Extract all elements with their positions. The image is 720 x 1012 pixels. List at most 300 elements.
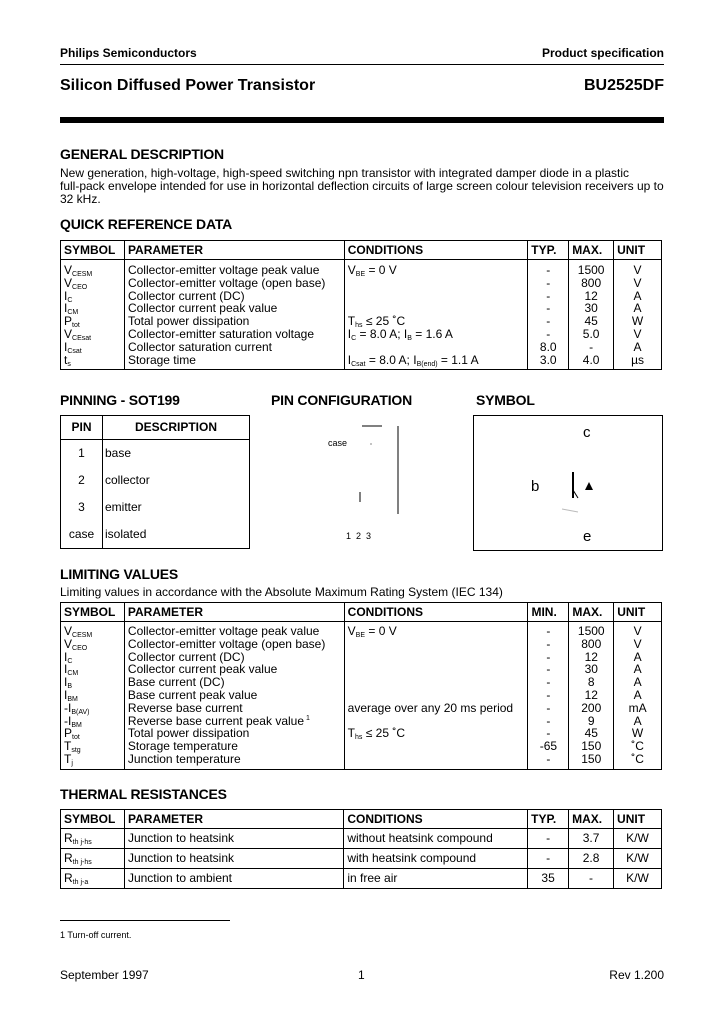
- min-value: -: [546, 649, 551, 664]
- unit-column: [614, 622, 662, 770]
- max-value: 800: [581, 636, 602, 651]
- quick-reference-table: [60, 240, 662, 370]
- min-value: -: [546, 751, 551, 766]
- symbol-text: R: [64, 831, 73, 846]
- symbol-heading: SYMBOL: [476, 392, 535, 408]
- parameter-text: Collector current (DC): [127, 288, 245, 303]
- condition-subscript: hs: [355, 734, 363, 742]
- col-header-min: MIN.: [528, 603, 569, 622]
- col-header-max: MAX.: [569, 810, 614, 829]
- parameter-column: [124, 849, 343, 869]
- parameter-text: Storage temperature: [127, 739, 238, 754]
- pin-numbers-label: 1 2 3: [346, 531, 372, 541]
- symbol-text: P: [64, 726, 73, 741]
- unit-value: W: [631, 726, 644, 741]
- unit-value: A: [633, 339, 642, 354]
- unit-value: A: [633, 288, 642, 303]
- min-value: -: [546, 726, 551, 741]
- max-column: [569, 829, 614, 849]
- symbol-cell: [64, 354, 121, 367]
- col-header-symbol: SYMBOL: [61, 810, 125, 829]
- condition-subscript: hs: [355, 322, 363, 330]
- parameter-text: Total power dissipation: [127, 726, 250, 741]
- parameter-cell: [128, 753, 341, 766]
- pin-number: 3: [61, 494, 103, 521]
- max-value: 30: [584, 662, 598, 677]
- unit-value: V: [633, 636, 642, 651]
- pin-number: case: [61, 521, 103, 549]
- general-description-text: [60, 167, 664, 206]
- quick-reference-heading: QUICK REFERENCE DATA: [60, 216, 233, 232]
- table-row: [61, 849, 662, 869]
- symbol-subscript: Csat: [67, 347, 82, 355]
- conditions-cell: [348, 354, 525, 367]
- conditions-cell: [348, 702, 525, 715]
- conditions-cell: [348, 663, 525, 676]
- pin-configuration-drawing: [270, 414, 462, 550]
- symbol-cell: [64, 302, 121, 315]
- conditions-cell: [348, 727, 525, 740]
- symbol-cell: [64, 753, 121, 766]
- max-value: 30: [584, 301, 598, 316]
- max-value: 8: [587, 675, 595, 690]
- min-value: -: [546, 687, 551, 702]
- symbol-cell: [64, 315, 121, 328]
- company-name: Philips Semiconductors: [60, 46, 197, 60]
- unit-value: A: [633, 675, 642, 690]
- symbol-text: I: [64, 288, 68, 303]
- symbol-subscript: th j-hs: [72, 859, 92, 867]
- condition-text: I: [347, 352, 352, 367]
- max-value: 45: [584, 314, 598, 329]
- transistor-symbol-box: [473, 415, 663, 551]
- unit-column: [614, 260, 662, 370]
- symbol-cell: [64, 727, 121, 740]
- document-type: Product specification: [541, 46, 664, 60]
- limiting-values-subtitle: Limiting values in accordance with the Absolute Maximum Rating System (IEC 134): [60, 585, 503, 599]
- part-number: BU2525DF: [583, 77, 664, 94]
- conditions-column: [344, 849, 528, 869]
- symbol-subscript: B: [67, 683, 73, 691]
- unit-column: [614, 869, 662, 889]
- general-description-heading: GENERAL DESCRIPTION: [60, 146, 224, 162]
- condition-text: ≤ 25 ˚C: [362, 726, 406, 741]
- max-value: 200: [581, 700, 602, 715]
- symbol-subscript: CM: [67, 309, 79, 317]
- package-outline-graphic: [270, 414, 462, 550]
- parameter-text: Collector-emitter voltage (open base): [127, 636, 326, 651]
- typ-value: -: [546, 831, 551, 846]
- max-value: 45: [584, 726, 598, 741]
- symbol-text: I: [64, 301, 68, 316]
- unit-value: V: [633, 275, 642, 290]
- symbol-subscript: CM: [67, 670, 79, 678]
- condition-subscript: Csat: [351, 360, 366, 368]
- pin-description: collector: [103, 467, 250, 494]
- max-value: 4.0: [582, 352, 600, 367]
- condition-text: in free air: [347, 871, 398, 886]
- pin-number: 2: [61, 467, 103, 494]
- pin-description: base: [103, 440, 250, 468]
- parameter-text: Collector-emitter voltage peak value: [127, 263, 320, 277]
- pinning-heading: PINNING - SOT199: [60, 392, 180, 408]
- symbol-cell: [64, 740, 121, 753]
- parameter-cell: [128, 872, 340, 885]
- typ-value: 35: [541, 871, 555, 886]
- thermal-resistances-table: [60, 809, 662, 889]
- parameter-text: Collector saturation current: [127, 339, 273, 354]
- symbol-subscript: s: [67, 360, 71, 368]
- conditions-column: [344, 829, 528, 849]
- parameter-text: Reverse base current: [127, 700, 243, 715]
- min-value: -65: [539, 739, 558, 754]
- symbol-cell: [64, 676, 121, 689]
- conditions-cell: [347, 872, 524, 885]
- symbol-text: -I: [64, 713, 72, 728]
- symbol-text: V: [64, 624, 73, 638]
- table-row: [61, 467, 250, 494]
- parameter-text: Total power dissipation: [127, 314, 250, 329]
- parameter-text: Base current (DC): [127, 675, 225, 690]
- max-column: [569, 622, 614, 770]
- footer-page-number: 1: [358, 968, 365, 982]
- symbol-text: R: [64, 871, 73, 886]
- symbol-column: [61, 260, 125, 370]
- col-header-typ: TYP.: [528, 241, 569, 260]
- symbol-column: [61, 849, 125, 869]
- col-header-typ: TYP.: [528, 810, 569, 829]
- symbol-subscript: CESM: [72, 271, 93, 278]
- col-header-parameter: PARAMETER: [124, 603, 344, 622]
- condition-text: = 8.0 A; I: [356, 326, 408, 341]
- conditions-cell: [348, 290, 525, 303]
- symbol-subscript: th j-hs: [72, 839, 92, 847]
- symbol-cell: [64, 663, 121, 676]
- conditions-cell: [348, 753, 525, 766]
- general-description-line: New generation, high-voltage, high-speed switching npn transistor with integrated damper diode in a plastic: [60, 166, 629, 180]
- unit-value: A: [633, 649, 642, 664]
- unit-value: A: [633, 301, 642, 316]
- case-label: case: [328, 438, 348, 448]
- symbol-cell: [64, 264, 121, 277]
- max-value: 800: [581, 275, 602, 290]
- condition-text: = 8.0 A; I: [365, 352, 417, 367]
- symbol-text: I: [64, 675, 68, 690]
- parameter-text: Junction to heatsink: [127, 851, 235, 866]
- symbol-subscript: j: [71, 759, 73, 767]
- parameter-text: Collector-emitter voltage peak value: [127, 624, 320, 638]
- condition-text: with heatsink compound: [347, 851, 477, 866]
- parameter-text: Junction temperature: [127, 751, 241, 766]
- min-column: [528, 622, 569, 770]
- symbol-subscript: CESM: [72, 632, 93, 639]
- conditions-cell: [348, 638, 525, 651]
- symbol-cell: [64, 277, 121, 290]
- condition-text: I: [347, 326, 352, 341]
- col-header-symbol: SYMBOL: [61, 241, 125, 260]
- min-value: -: [546, 713, 551, 728]
- symbol-text: P: [64, 314, 73, 329]
- general-description-line: 32 kHz.: [60, 192, 101, 206]
- col-header-conditions: CONDITIONS: [344, 241, 528, 260]
- col-header-conditions: CONDITIONS: [344, 603, 528, 622]
- col-header-unit: UNIT: [614, 241, 662, 260]
- condition-text: without heatsink compound: [347, 831, 493, 846]
- table-row: [61, 521, 250, 549]
- footer-revision: Rev 1.200: [609, 968, 664, 982]
- symbol-cell: [64, 651, 121, 664]
- symbol-subscript: tot: [72, 734, 80, 742]
- condition-text: average over any 20 ms period: [347, 700, 514, 715]
- conditions-cell: [348, 328, 525, 341]
- table-row: [61, 869, 662, 889]
- symbol-subscript: CEO: [72, 644, 88, 652]
- max-value: 9: [587, 713, 595, 728]
- parameter-text: Collector current (DC): [127, 649, 245, 664]
- col-header-unit: UNIT: [614, 810, 662, 829]
- parameter-text: Junction to ambient: [127, 871, 233, 886]
- collector-label: c: [583, 424, 591, 441]
- condition-subscript: BE: [355, 632, 366, 639]
- col-header-symbol: SYMBOL: [61, 603, 125, 622]
- npn-transistor-icon: [474, 416, 662, 550]
- symbol-text: V: [64, 263, 73, 277]
- min-value: -: [546, 624, 551, 638]
- conditions-cell: [348, 676, 525, 689]
- conditions-column: [344, 260, 528, 370]
- symbol-cell: [64, 702, 121, 715]
- parameter-cell: [128, 852, 340, 865]
- col-header-pin: PIN: [61, 416, 103, 440]
- parameter-text: Collector current peak value: [127, 301, 278, 316]
- symbol-subscript: th j-a: [72, 879, 89, 887]
- pin-number: 1: [61, 440, 103, 468]
- parameter-column: [124, 260, 344, 370]
- col-header-parameter: PARAMETER: [124, 810, 343, 829]
- condition-text: = 0 V: [365, 263, 397, 277]
- parameter-text: Base current peak value: [127, 687, 258, 702]
- conditions-cell: [347, 852, 524, 865]
- condition-text: V: [347, 624, 356, 638]
- max-value: -: [589, 339, 594, 354]
- max-value: 12: [584, 687, 598, 702]
- condition-text: T: [347, 726, 355, 741]
- unit-value: V: [633, 326, 642, 341]
- unit-value: A: [633, 713, 642, 728]
- table-row: [61, 260, 662, 370]
- max-value: 12: [584, 288, 598, 303]
- header-rule: [60, 64, 664, 65]
- parameter-column: [124, 869, 343, 889]
- symbol-column: [61, 869, 125, 889]
- conditions-column: [344, 869, 528, 889]
- symbol-text: V: [64, 275, 73, 290]
- unit-column: [614, 829, 662, 849]
- typ-value: -: [546, 263, 551, 277]
- condition-subscript: B(end): [416, 360, 438, 368]
- parameter-cell: [128, 354, 341, 367]
- condition-subscript: B: [407, 334, 412, 342]
- parameter-column: [124, 622, 344, 770]
- unit-value: V: [633, 624, 642, 638]
- limiting-values-table: [60, 602, 662, 770]
- footnote-text: 1 Turn-off current.: [60, 930, 132, 940]
- unit-value: A: [633, 687, 642, 702]
- document-title: Silicon Diffused Power Transistor: [60, 77, 316, 94]
- pin-description: emitter: [103, 494, 250, 521]
- conditions-cell: [347, 832, 524, 845]
- typ-value: -: [546, 326, 551, 341]
- symbol-text: I: [64, 687, 68, 702]
- unit-value: µs: [631, 352, 644, 367]
- max-value: -: [589, 871, 594, 886]
- parameter-text: Collector-emitter saturation voltage: [127, 326, 315, 341]
- unit-value: ˚C: [631, 751, 644, 766]
- condition-text: T: [347, 314, 356, 329]
- symbol-text: T: [64, 739, 72, 754]
- footnote-rule: [60, 920, 230, 921]
- typ-value: -: [546, 851, 551, 866]
- conditions-cell: [348, 264, 525, 277]
- min-value: -: [546, 700, 551, 715]
- symbol-cell: [64, 872, 121, 885]
- col-header-description: DESCRIPTION: [103, 416, 250, 440]
- conditions-cell: [348, 740, 525, 753]
- conditions-cell: [348, 277, 525, 290]
- table-row: [61, 440, 250, 468]
- unit-value: K/W: [626, 851, 649, 866]
- col-header-unit: UNIT: [614, 603, 662, 622]
- symbol-cell: [64, 832, 121, 845]
- unit-value: ˚C: [631, 739, 644, 754]
- typ-value: -: [546, 275, 551, 290]
- symbol-subscript: BM: [71, 721, 82, 729]
- title-rule: [60, 117, 664, 123]
- typ-column: [528, 829, 569, 849]
- parameter-text: Storage time: [127, 352, 196, 367]
- base-label: b: [531, 478, 540, 495]
- symbol-text: I: [64, 339, 68, 354]
- unit-value: W: [631, 314, 644, 329]
- symbol-cell: [64, 715, 121, 728]
- typ-value: -: [546, 301, 551, 316]
- condition-text: V: [347, 263, 356, 277]
- pinning-table: [60, 415, 250, 549]
- symbol-text: -I: [64, 700, 72, 715]
- symbol-cell: [64, 290, 121, 303]
- thermal-resistances-heading: THERMAL RESISTANCES: [60, 786, 227, 802]
- symbol-text: I: [64, 662, 68, 677]
- condition-text: = 0 V: [365, 624, 397, 638]
- parameter-text: Collector-emitter voltage (open base): [127, 275, 326, 290]
- col-header-max: MAX.: [569, 603, 614, 622]
- unit-value: K/W: [626, 871, 649, 886]
- symbol-subscript: stg: [71, 747, 81, 755]
- unit-value: K/W: [626, 831, 649, 846]
- unit-value: V: [633, 263, 642, 277]
- symbol-cell: [64, 638, 121, 651]
- parameter-text: Junction to heatsink: [127, 831, 235, 846]
- condition-subscript: C: [351, 334, 357, 342]
- parameter-text: Reverse base current peak value: [127, 713, 305, 728]
- symbol-cell: [64, 689, 121, 702]
- conditions-cell: [348, 625, 525, 638]
- unit-value: mA: [628, 700, 647, 715]
- col-header-max: MAX.: [569, 241, 614, 260]
- symbol-subscript: C: [67, 657, 73, 665]
- max-column: [569, 849, 614, 869]
- max-column: [569, 869, 614, 889]
- col-header-conditions: CONDITIONS: [344, 810, 528, 829]
- parameter-cell: [128, 832, 340, 845]
- pin-description: isolated: [103, 521, 250, 549]
- symbol-subscript: tot: [72, 322, 80, 330]
- symbol-column: [61, 622, 125, 770]
- symbol-text: T: [64, 751, 72, 766]
- min-value: -: [546, 636, 551, 651]
- symbol-text: t: [64, 352, 68, 367]
- max-value: 5.0: [582, 326, 600, 341]
- symbol-subscript: B(AV): [71, 708, 90, 716]
- max-value: 1500: [577, 624, 605, 638]
- condition-subscript: BE: [355, 271, 366, 278]
- typ-column: [528, 260, 569, 370]
- symbol-text: I: [64, 649, 68, 664]
- condition-text: ≤ 25 ˚C: [362, 314, 406, 329]
- unit-column: [614, 849, 662, 869]
- typ-value: -: [546, 314, 551, 329]
- parameter-text: Collector current peak value: [127, 662, 278, 677]
- emitter-label: e: [583, 528, 592, 545]
- typ-value: -: [546, 288, 551, 303]
- pin-configuration-heading: PIN CONFIGURATION: [271, 392, 413, 408]
- symbol-text: V: [64, 326, 73, 341]
- typ-column: [528, 869, 569, 889]
- col-header-parameter: PARAMETER: [124, 241, 344, 260]
- table-row: [61, 622, 662, 770]
- max-value: 2.8: [582, 851, 600, 866]
- symbol-subscript: BM: [67, 695, 78, 703]
- typ-value: 8.0: [539, 339, 557, 354]
- max-value: 150: [581, 751, 602, 766]
- max-value: 3.7: [582, 831, 600, 846]
- condition-text: = 1.1 A: [437, 352, 479, 367]
- symbol-cell: [64, 625, 121, 638]
- symbol-cell: [64, 341, 121, 354]
- symbol-subscript: CEsat: [72, 334, 92, 342]
- limiting-values-heading: LIMITING VALUES: [60, 566, 179, 582]
- max-column: [569, 260, 614, 370]
- symbol-column: [61, 829, 125, 849]
- min-value: -: [546, 662, 551, 677]
- condition-text: = 1.6 A: [411, 326, 453, 341]
- footnote-ref: 1: [304, 714, 310, 722]
- symbol-subscript: C: [67, 296, 73, 304]
- typ-column: [528, 849, 569, 869]
- min-value: -: [546, 675, 551, 690]
- parameter-column: [124, 829, 343, 849]
- table-row: [61, 829, 662, 849]
- max-value: 1500: [577, 263, 605, 277]
- max-value: 150: [581, 739, 602, 754]
- footer-date: September 1997: [60, 968, 149, 982]
- table-row: [61, 494, 250, 521]
- conditions-column: [344, 622, 528, 770]
- max-value: 12: [584, 649, 598, 664]
- unit-value: A: [633, 662, 642, 677]
- symbol-cell: [64, 328, 121, 341]
- symbol-cell: [64, 852, 121, 865]
